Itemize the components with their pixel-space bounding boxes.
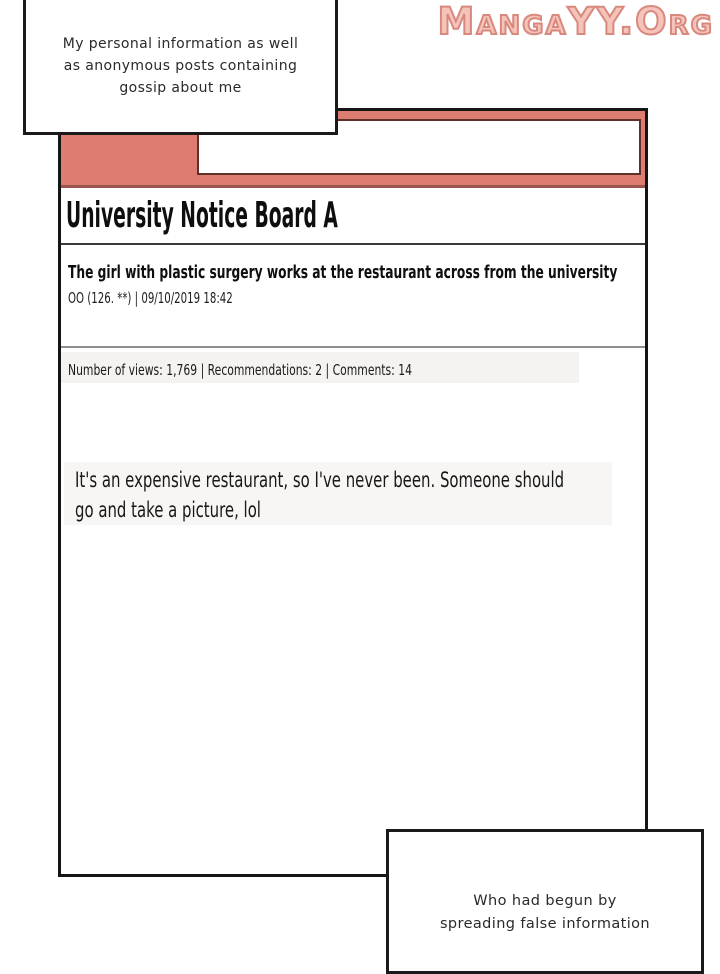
- speech-bubble-line: gossip about me: [119, 80, 242, 96]
- browser-window: [58, 108, 648, 877]
- post-body-line: go and take a picture, lol: [75, 497, 261, 522]
- speech-bubble-line: as anonymous posts containing: [63, 58, 298, 74]
- post-header: [61, 245, 645, 348]
- watermark-logo: MangaYY.Org: [437, 0, 714, 43]
- speech-bubble-bottom-right: [386, 829, 704, 974]
- post-byline: OO (126. **) | 09/10/2019 18:42: [68, 289, 233, 307]
- speech-bubble-line: spreading false information: [439, 916, 651, 932]
- post-stats-row: [61, 348, 645, 398]
- speech-bubble-top-left: [23, 0, 338, 135]
- board-title-row: [61, 188, 645, 245]
- speech-bubble-line: My personal information as well: [62, 36, 299, 52]
- post-stats: Number of views: 1,769 | Recommendations: 2 | Comments: 14: [68, 361, 412, 379]
- speech-bubble-line: Who had begun by: [473, 893, 617, 909]
- post-body-line: It's an expensive restaurant, so I've never been. Someone should: [75, 468, 565, 492]
- post-title: The girl with plastic surgery works at the restaurant across from the university: [68, 262, 618, 283]
- board-title: University Notice Board A: [66, 195, 338, 236]
- post-body: [75, 466, 720, 525]
